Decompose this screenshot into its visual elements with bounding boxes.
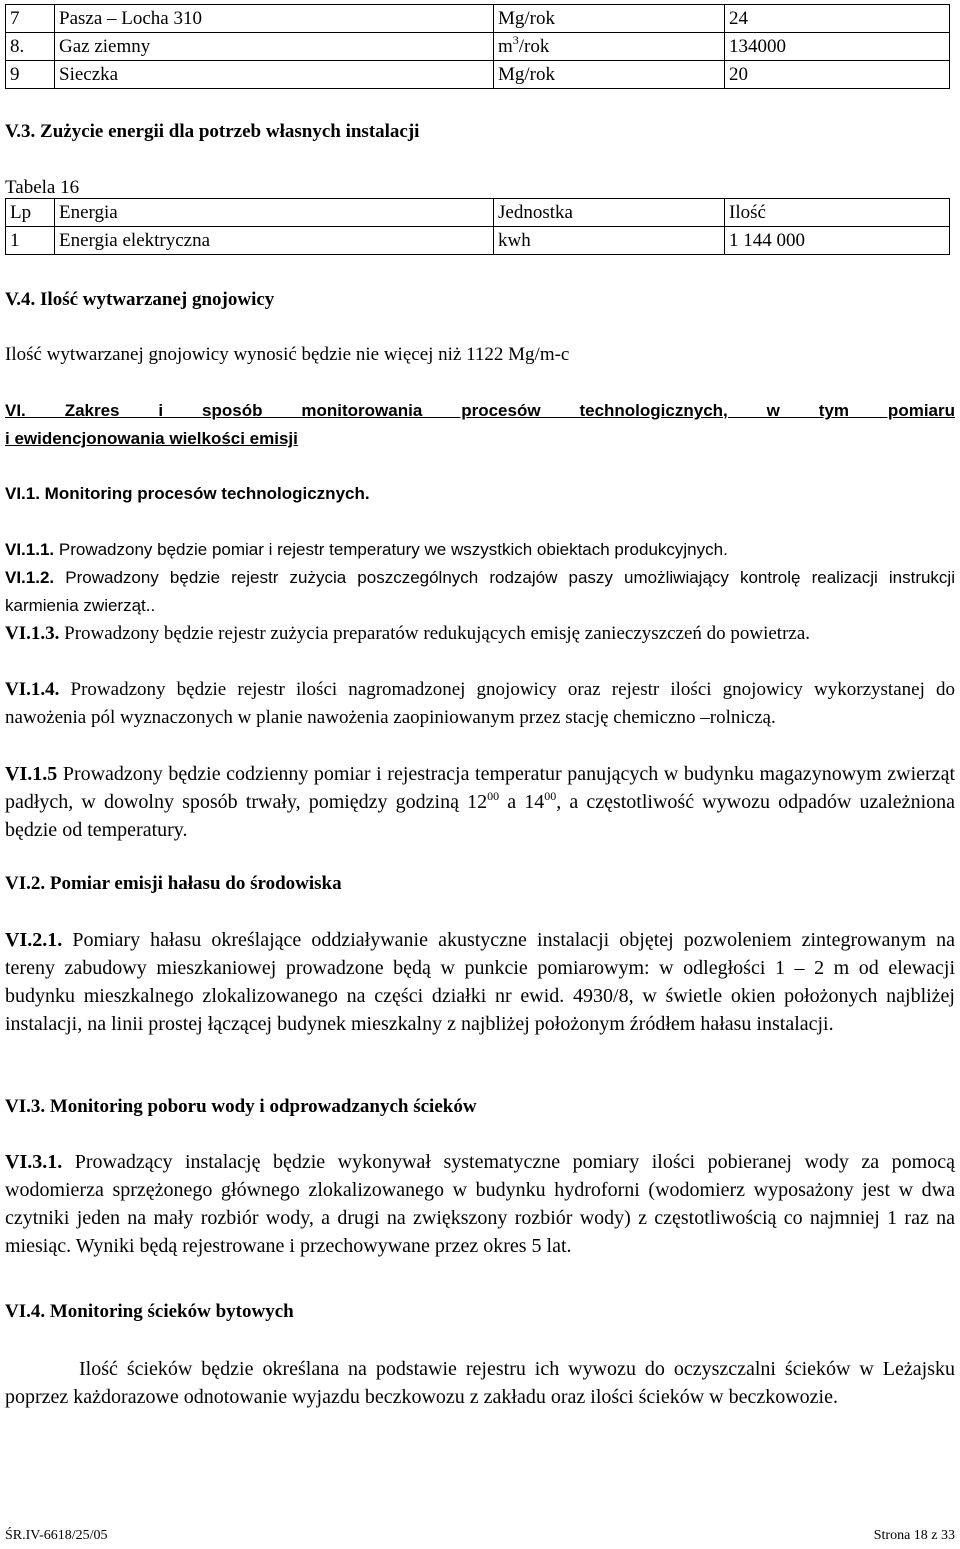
table-row	[6, 5, 950, 33]
heading-v3: V.3. Zużycie energii dla potrzeb własnych instalacji	[5, 121, 420, 142]
cell-qty: 24	[725, 5, 950, 33]
paragraph-vi4	[5, 1355, 955, 1411]
cell-name: Sieczka	[55, 61, 494, 89]
item-text: Prowadzony będzie pomiar i rejestr temperatury we wszystkich obiektach produkcyjnych.	[54, 540, 728, 559]
heading-vi2: VI.2. Pomiar emisji hałasu do środowiska	[5, 873, 342, 894]
paragraph-v4: Ilość wytwarzanej gnojowicy wynosić będzie nie więcej niż 1122 Mg/m-c	[5, 344, 570, 365]
paragraph-text: Ilość ścieków będzie określana na podstawie rejestru ich wywozu do oczyszczalni ścieków w Leżajsku poprzez każdorazowe odnotowanie wyjazdu beczkowozu z zakładu oraz ilości ścieków w beczkowozie.	[5, 1358, 955, 1408]
item-vi12	[5, 564, 955, 620]
header-lp: Lp	[6, 199, 55, 227]
table-row	[6, 227, 950, 255]
item-text: Prowadzony będzie rejestr ilości nagromadzonej gnojowicy oraz rejestr ilości gnojowicy wykorzystanej do nawożenia pól wyznaczonych w planie nawożenia zaopiniowanym przez stację chemiczno –rolniczą.	[5, 679, 955, 728]
table-row	[6, 33, 950, 61]
item-number: VI.2.1.	[5, 929, 63, 951]
item-text: Pomiary hałasu określające oddziaływanie akustyczne instalacji objętej pozwoleniem zintegrowanym na tereny zabudowy mieszkaniowej prowadzone będą w punkcie pomiarowym: w odległości 1 – 2 m od elewacji budynku mieszkalnego zlokalizowanego na części działki nr ewid. 4930/8, w świetle okien położonych najbliżej instalacji, na linii prostej łączącej budynek mieszkalny z najbliżej położonym źródłem hałasu instalacji.	[5, 929, 955, 1035]
item-vi21	[5, 926, 955, 1038]
item-number: VI.1.3.	[5, 623, 60, 644]
item-text: Prowadzący instalację będzie wykonywał systematyczne pomiary ilości pobieranej wody za pomocą wodomierza sprzężonego głównego zlokalizowanego w budynku hydroforni (wodomierz wyposażony jest w dwa czytniki jeden na mały rozbiór wody, a drugi na zwiększony rozbiór wody) z częstotliwością co najmniej 1 raz na miesiąc. Wyniki będą rejestrowane i przechowywane przez okres 5 lat.	[5, 1151, 955, 1257]
time-sup: 00	[544, 789, 557, 803]
cell-unit: Mg/rok	[494, 5, 725, 33]
cell-unit: Mg/rok	[494, 61, 725, 89]
footer-page-number: Strona 18 z 33	[873, 1528, 955, 1543]
cell-unit: $m^3$/rok	[494, 33, 725, 61]
item-vi14	[5, 676, 955, 732]
cell-qty: 20	[725, 61, 950, 89]
item-text: Prowadzony będzie codzienny pomiar i rejestracja temperatur panujących w budynku magazynowym zwierząt padłych, w dowolny sposób trwały, pomiędzy godziną 12	[5, 763, 955, 813]
table-caption: Tabela 16	[5, 177, 80, 198]
header-ilosc: Ilość	[725, 199, 950, 227]
cell-qty: 134000	[725, 33, 950, 61]
table-row	[6, 61, 950, 89]
cell-ilosc: 1 144 000	[725, 227, 950, 255]
heading-vi3: VI.3. Monitoring poboru wody i odprowadzanych ścieków	[5, 1096, 477, 1117]
cell-lp: 1	[6, 227, 55, 255]
item-number: VI.1.4.	[5, 679, 60, 700]
item-number: VI.1.2.	[5, 568, 55, 587]
item-vi13	[5, 620, 955, 648]
item-vi15: VI.1.5 Prowadzony będzie codzienny pomiar i rejestracja temperatur panujących w budynku magazynowym zwierząt padłych, w dowolny sposób trwały, pomiędzy godziną $12^{00}$ a $14^{00}$, a częstotliwość wywozu odpadów uzależniona będzie od temperatury.	[5, 763, 955, 841]
item-vi31	[5, 1148, 955, 1260]
header-jednostka: Jednostka	[494, 199, 725, 227]
cell-name: Pasza – Locha 310	[55, 5, 494, 33]
header-energia: Energia	[55, 199, 494, 227]
cell-jednostka: kwh	[494, 227, 725, 255]
cell-name: Gaz ziemny	[55, 33, 494, 61]
heading-vi4: VI.4. Monitoring ścieków bytowych	[5, 1301, 294, 1322]
item-vi11	[5, 536, 955, 564]
heading-vi	[5, 397, 955, 453]
table-header-row	[6, 199, 950, 227]
item-number: VI.3.1.	[5, 1151, 63, 1173]
cell-lp: 9	[6, 61, 55, 89]
cell-lp: 8.	[6, 33, 55, 61]
heading-vi-line2: i ewidencjonowania wielkości emisji	[5, 429, 298, 448]
item-text: Prowadzony będzie rejestr zużycia poszczególnych rodzajów paszy umożliwiający kontrolę realizacji instrukcji karmienia zwierząt..	[5, 568, 955, 615]
cell-lp: 7	[6, 5, 55, 33]
energy-table	[5, 198, 950, 255]
time-sup: 00	[487, 789, 500, 803]
item-text: Prowadzony będzie rejestr zużycia preparatów redukujących emisję zanieczyszczeń do powietrza.	[59, 623, 811, 644]
heading-vi1: VI.1. Monitoring procesów technologicznych.	[5, 484, 370, 503]
fuel-table	[5, 4, 950, 89]
item-number: VI.1.5	[5, 763, 58, 785]
footer-reference: ŚR.IV-6618/25/05	[5, 1528, 108, 1543]
heading-v4: V.4. Ilość wytwarzanej gnojowicy	[5, 289, 275, 310]
cell-energia: Energia elektryczna	[55, 227, 494, 255]
heading-vi-line1: VI. Zakres i sposób monitorowania procesów technologicznych, w tym pomiaru	[5, 401, 955, 420]
item-number: VI.1.1.	[5, 540, 55, 559]
